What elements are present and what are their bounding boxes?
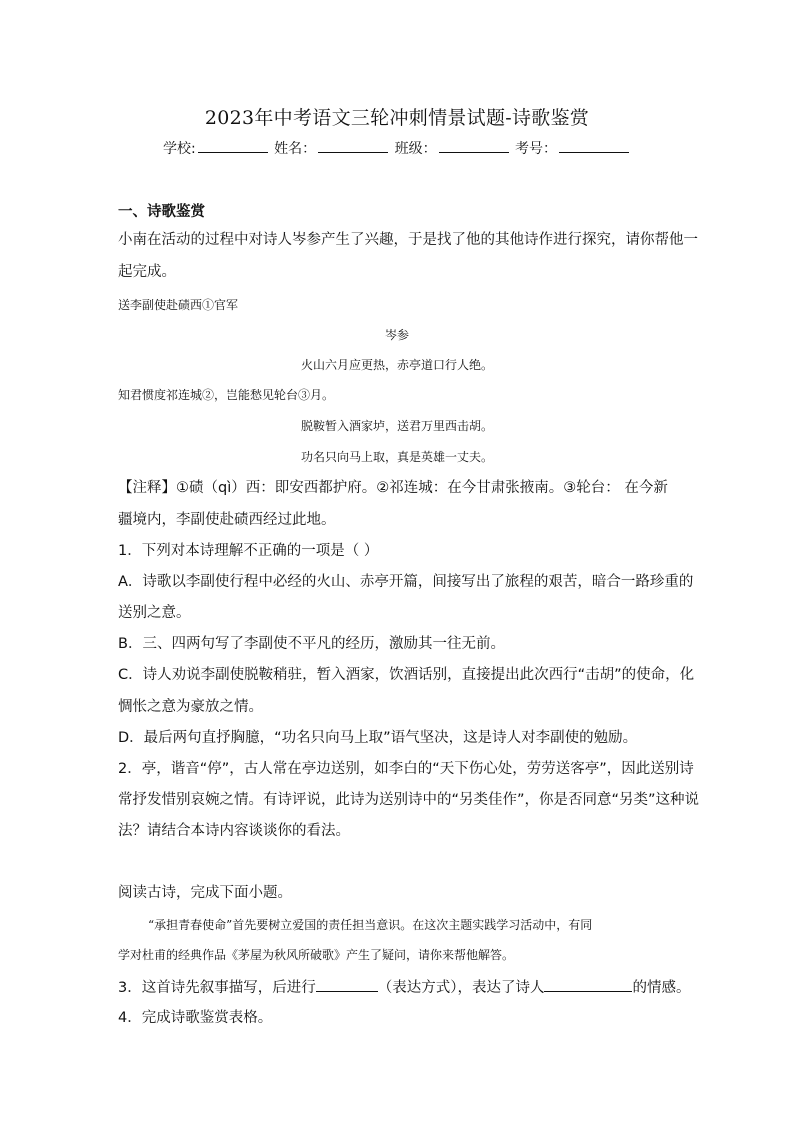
question-2-line-3: 法？请结合本诗内容谈谈你的看法。 bbox=[118, 823, 350, 839]
answer-blank-expression[interactable] bbox=[316, 976, 378, 992]
section-heading: 一、诗歌鉴赏 bbox=[118, 204, 205, 220]
number-label: 考号： bbox=[515, 141, 558, 157]
option-b: B．三、四两句写了李副使不平凡的经历，激励其一往无前。 bbox=[118, 636, 505, 652]
poem-line-2: 知君惯度祁连城②，岂能愁见轮台③月。 bbox=[118, 388, 335, 402]
poem-line-1: 火山六月应更热，赤亭道口行人绝。 bbox=[300, 358, 493, 372]
note-line-2: 疆境内，李副使赴碛西经过此地。 bbox=[118, 512, 336, 528]
option-a-line-2: 送别之意。 bbox=[118, 605, 191, 621]
poem-title: 送李副使赴碛西①官军 bbox=[118, 298, 239, 312]
poem-author: 岑参 bbox=[384, 328, 409, 342]
question-3-part-b: （表达方式），表达了诗人 bbox=[377, 980, 545, 996]
question-2-line-2: 常抒发惜别哀婉之情。有诗评说，此诗为送别诗中的“另类佳作”，你是否同意“另类”这种说 bbox=[118, 792, 700, 808]
option-a-line-1: A．诗歌以李副使行程中必经的火山、赤亭开篇，间接写出了旅程的艰苦，暗合一路珍重的 bbox=[118, 574, 694, 590]
context-line-2: 学对杜甫的经典作品《茅屋为秋风所破歌》产生了疑问，请你来帮他解答。 bbox=[118, 948, 515, 962]
poem-line-4: 功名只向马上取，真是英雄一丈夫。 bbox=[300, 450, 493, 464]
exam-title: 2023年中考语文三轮冲刺情景试题-诗歌鉴赏 bbox=[204, 107, 590, 129]
question-3 bbox=[118, 976, 691, 998]
option-c-line-1: C．诗人劝说李副使脱鞍稍驻，暂入酒家，饮酒话别，直接提出此次西行“击胡”的使命，化 bbox=[118, 667, 695, 683]
note-line-1: 【注释】①碛（qì）西：即安西都护府。②祁连城：在今甘肃张掖南。③轮台： 在今新 bbox=[118, 480, 668, 496]
number-blank[interactable] bbox=[559, 138, 629, 153]
question-3-part-a: 3．这首诗先叙事描写，后进行 bbox=[118, 980, 316, 996]
option-c-line-2: 惆怅之意为豪放之情。 bbox=[118, 699, 263, 715]
name-blank[interactable] bbox=[318, 138, 388, 153]
answer-blank-emotion[interactable] bbox=[544, 976, 632, 992]
class-blank[interactable] bbox=[439, 138, 509, 153]
question-4: 4．完成诗歌鉴赏表格。 bbox=[118, 1010, 273, 1026]
intro-line-1: 小南在活动的过程中对诗人岑参产生了兴趣，于是找了他的其他诗作进行探究，请你帮他一 bbox=[118, 232, 698, 248]
name-label: 姓名： bbox=[274, 141, 317, 157]
intro-line-2: 起完成。 bbox=[118, 264, 176, 280]
student-info-line bbox=[0, 138, 794, 158]
question-2-line-1: 2．亭，谐音“停”，古人常在亭边送别，如李白的“天下伤心处，劳劳送客亭”，因此送别诗 bbox=[118, 761, 694, 777]
option-d: D．最后两句直抒胸臆，“功名只向马上取”语气坚决，这是诗人对李副使的勉励。 bbox=[118, 730, 638, 746]
question-1: 1．下列对本诗理解不正确的一项是（ ） bbox=[118, 543, 379, 559]
context-line-1: “承担青春使命”首先要树立爱国的责任担当意识。在这次主题实践学习活动中，有同 bbox=[148, 918, 593, 932]
poem-line-3: 脱鞍暂入酒家垆，送君万里西击胡。 bbox=[300, 419, 493, 433]
school-blank[interactable] bbox=[198, 138, 268, 153]
class-label: 班级： bbox=[394, 141, 437, 157]
question-3-part-c: 的情感。 bbox=[632, 980, 691, 996]
school-label: 学校: bbox=[162, 141, 196, 157]
section-2-intro: 阅读古诗，完成下面小题。 bbox=[118, 885, 292, 901]
